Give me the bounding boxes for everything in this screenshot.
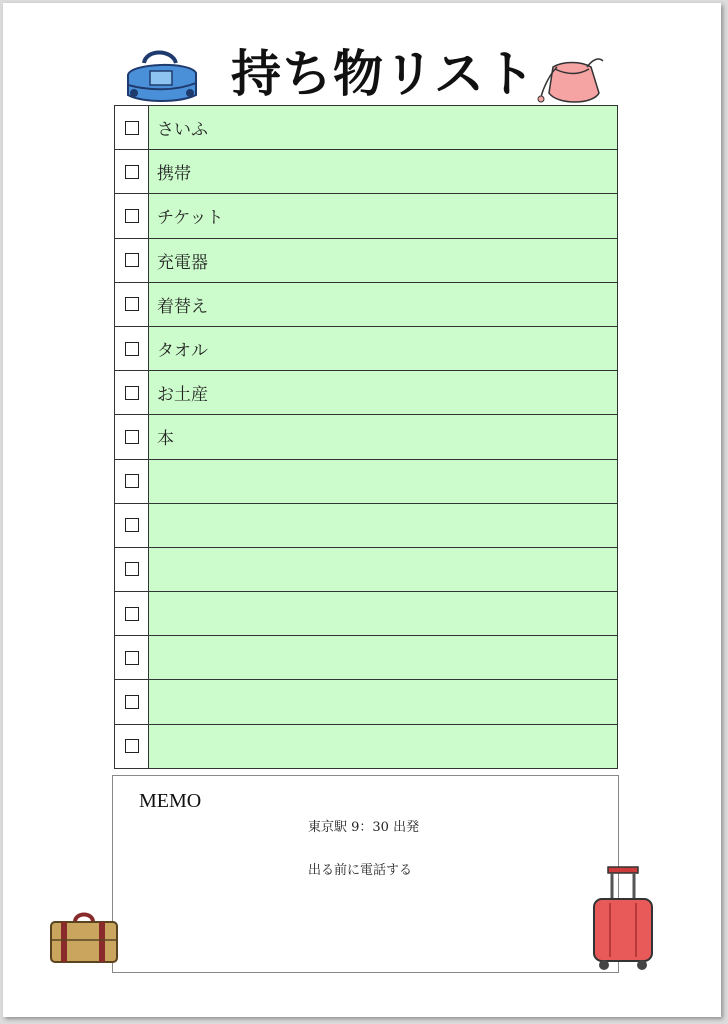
checkbox[interactable]: [125, 165, 139, 179]
checkbox-cell: [115, 460, 149, 503]
drawstring-pouch-icon: [533, 53, 613, 109]
vintage-trunk-icon: [47, 908, 123, 968]
checkbox[interactable]: [125, 209, 139, 223]
checkbox-cell: [115, 415, 149, 458]
checkbox-cell: [115, 239, 149, 282]
item-label[interactable]: 本: [149, 415, 617, 458]
item-label[interactable]: タオル: [149, 327, 617, 370]
checkbox-cell: [115, 371, 149, 414]
checkbox[interactable]: [125, 562, 139, 576]
checkbox-cell: [115, 106, 149, 149]
checklist-row: [115, 283, 617, 327]
checkbox-cell: [115, 548, 149, 591]
checklist-table: [114, 105, 618, 769]
item-label[interactable]: [149, 592, 617, 635]
checklist-row: [115, 636, 617, 680]
checkbox-cell: [115, 592, 149, 635]
checkbox[interactable]: [125, 474, 139, 488]
checklist-row: [115, 548, 617, 592]
checkbox[interactable]: [125, 297, 139, 311]
checkbox[interactable]: [125, 607, 139, 621]
checklist-row: [115, 725, 617, 769]
memo-label: MEMO: [139, 790, 202, 812]
checklist-row: [115, 150, 617, 194]
checkbox[interactable]: [125, 518, 139, 532]
checklist-row: [115, 239, 617, 283]
page-title: 持ち物リスト: [231, 45, 536, 103]
checklist-row: [115, 327, 617, 371]
item-label[interactable]: さいふ: [149, 106, 617, 149]
sports-bag-icon: [120, 45, 202, 107]
checkbox[interactable]: [125, 651, 139, 665]
checkbox-cell: [115, 725, 149, 768]
item-label[interactable]: [149, 548, 617, 591]
checkbox[interactable]: [125, 739, 139, 753]
item-label[interactable]: [149, 504, 617, 547]
checklist-row: [115, 371, 617, 415]
item-label[interactable]: [149, 636, 617, 679]
memo-line: 出る前に電話する: [308, 863, 413, 878]
memo-line: 東京駅 9：30 出発: [308, 820, 420, 835]
item-label[interactable]: [149, 680, 617, 723]
checkbox-cell: [115, 327, 149, 370]
checklist-page: [3, 3, 721, 1017]
item-label[interactable]: [149, 460, 617, 503]
checklist-row: [115, 106, 617, 150]
checkbox[interactable]: [125, 342, 139, 356]
checkbox-cell: [115, 283, 149, 326]
checkbox-cell: [115, 194, 149, 237]
memo-box[interactable]: [112, 775, 619, 973]
item-label[interactable]: 充電器: [149, 239, 617, 282]
item-label[interactable]: [149, 725, 617, 768]
checkbox-cell: [115, 636, 149, 679]
checkbox-cell: [115, 680, 149, 723]
checklist-row: [115, 680, 617, 724]
item-label[interactable]: お土産: [149, 371, 617, 414]
checkbox[interactable]: [125, 121, 139, 135]
item-label[interactable]: チケット: [149, 194, 617, 237]
checkbox[interactable]: [125, 253, 139, 267]
checklist-row: [115, 504, 617, 548]
item-label[interactable]: 着替え: [149, 283, 617, 326]
red-suitcase-icon: [588, 865, 658, 975]
checkbox-cell: [115, 504, 149, 547]
checklist-row: [115, 415, 617, 459]
checkbox-cell: [115, 150, 149, 193]
checkbox[interactable]: [125, 386, 139, 400]
checklist-row: [115, 460, 617, 504]
checklist-row: [115, 592, 617, 636]
checkbox[interactable]: [125, 430, 139, 444]
checklist-row: [115, 194, 617, 238]
checkbox[interactable]: [125, 695, 139, 709]
item-label[interactable]: 携帯: [149, 150, 617, 193]
